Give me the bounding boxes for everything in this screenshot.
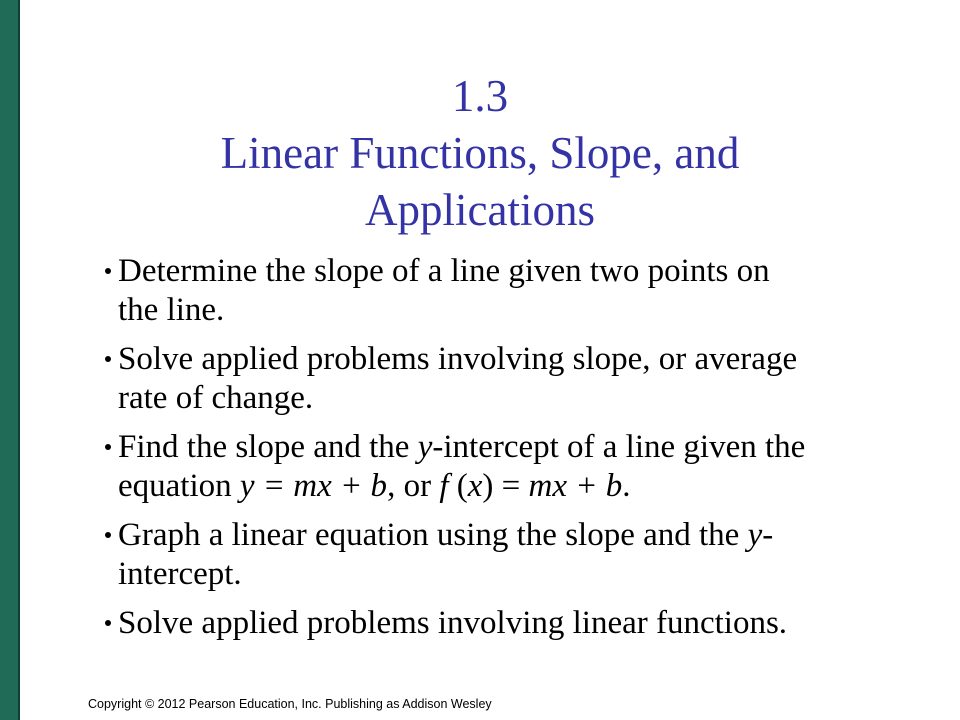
section-number: 1.3	[451, 71, 509, 121]
title-line-1: Linear Functions, Slope, and	[220, 128, 740, 178]
bullet-icon	[105, 532, 111, 538]
objectives-list	[108, 252, 898, 653]
math-equation: mx + b	[528, 468, 623, 504]
list-item	[108, 252, 898, 330]
list-item	[108, 428, 898, 506]
math-variable: y	[417, 429, 433, 465]
math-variable: x	[467, 468, 483, 504]
bullet-text: Solve applied problems involving linear functions.	[118, 605, 788, 641]
slide-title	[150, 68, 810, 239]
math-equation: y = mx + b	[239, 468, 388, 504]
title-line-2: Applications	[365, 185, 595, 235]
bullet-text: equation y = mx + b, or f (x) = mx + b.	[118, 468, 631, 504]
bullet-text: Determine the slope of a line given two points on	[118, 253, 770, 289]
bullet-text: Graph a linear equation using the slope and the y-	[118, 517, 774, 553]
bullet-text: Find the slope and the y-intercept of a line given the	[118, 429, 806, 465]
list-item	[108, 604, 898, 643]
bullet-text: intercept.	[118, 556, 242, 592]
copyright-footer: Copyright © 2012 Pearson Education, Inc. Publishing as Addison Wesley	[88, 697, 492, 711]
math-variable: y	[747, 517, 763, 553]
list-item	[108, 516, 898, 594]
slide-accent-bar	[0, 0, 20, 720]
bullet-icon	[105, 620, 111, 626]
list-item	[108, 340, 898, 418]
bullet-icon	[105, 268, 111, 274]
bullet-icon	[105, 356, 111, 362]
bullet-text: the line.	[118, 292, 225, 328]
math-variable: f	[439, 468, 449, 504]
bullet-icon	[105, 444, 111, 450]
bullet-text: Solve applied problems involving slope, or average	[118, 341, 798, 377]
bullet-text: rate of change.	[118, 380, 314, 416]
